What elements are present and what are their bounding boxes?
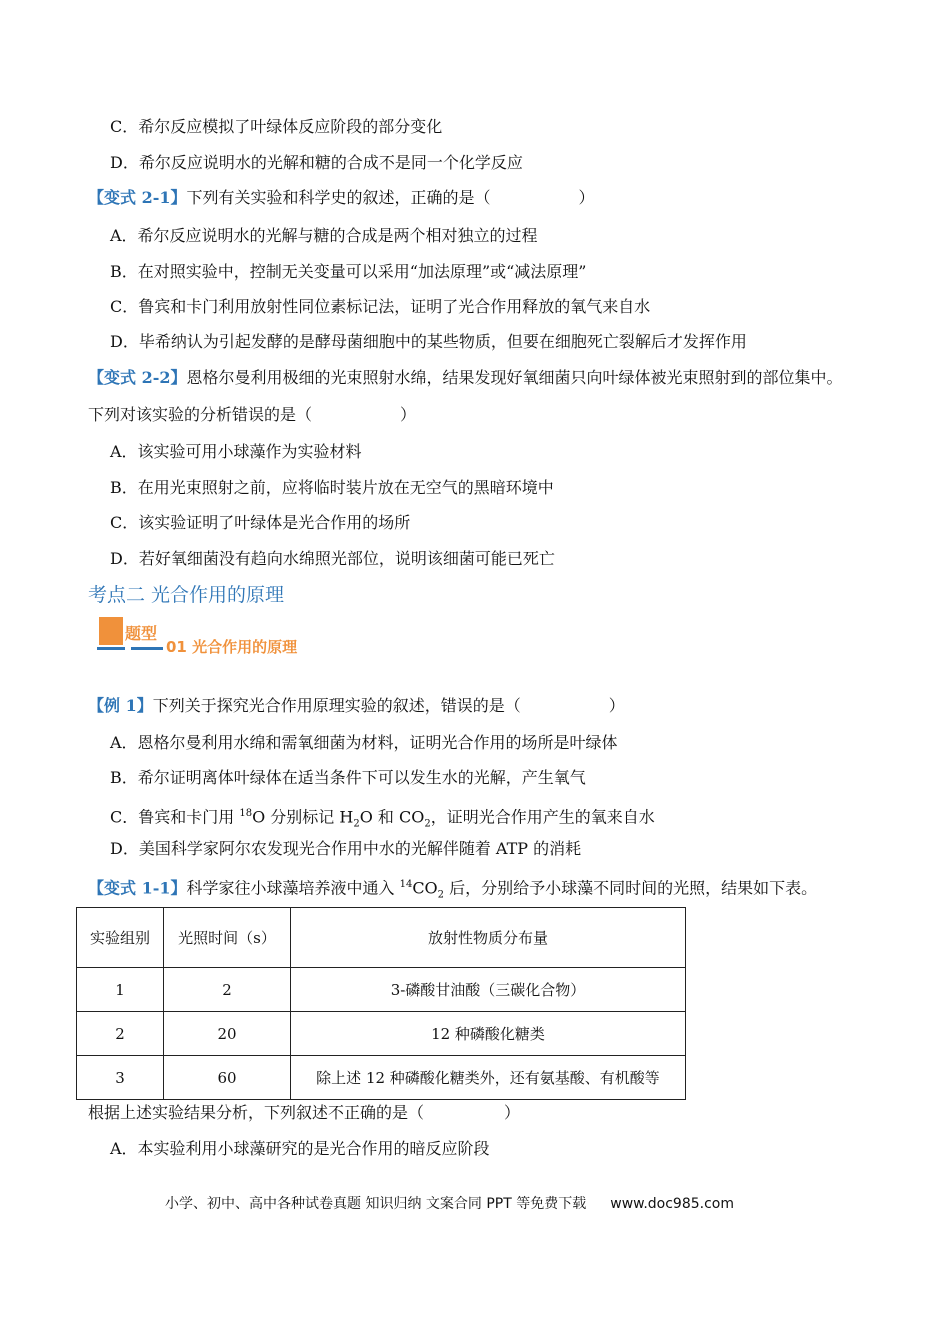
option-a: A．该实验可用小球藻作为实验材料 bbox=[110, 442, 362, 461]
question-stem: 【变式 2-1】下列有关实验和科学史的叙述，正确的是（ ） bbox=[88, 188, 595, 207]
table-row bbox=[77, 1056, 686, 1100]
option-d: D．若好氧细菌没有趋向水绵照光部位，说明该细菌可能已死亡 bbox=[110, 549, 555, 568]
option-d: D．毕希纳认为引起发酵的是酵母菌细胞中的某些物质，但要在细胞死亡裂解后才发挥作用 bbox=[110, 332, 747, 351]
table-cell: 2 bbox=[164, 968, 291, 1012]
table-header: 光照时间（s） bbox=[164, 908, 291, 968]
table-cell: 3-磷酸甘油酸（三碳化合物） bbox=[291, 968, 686, 1012]
table-cell: 3 bbox=[77, 1056, 164, 1100]
results-table bbox=[76, 907, 686, 1100]
option-c: C．鲁宾和卡门用 $^{18}$O 分别标记 $H_2O$ 和 $CO_2$，证明光合作用产生的氧来自水 bbox=[110, 807, 655, 830]
question-stem: 【变式 1-1】科学家往小球藻培养液中通入 $^{14}CO_2$ 后，分别给予小球藻不同时间的光照，结果如下表。 bbox=[88, 878, 818, 901]
footer-text: 小学、初中、高中各种试卷真题 知识归纳 文案合同 PPT 等免费下载 bbox=[165, 1196, 587, 1212]
badge-label: 题型 bbox=[125, 624, 158, 643]
page-footer bbox=[165, 1193, 734, 1213]
question-stem: 【变式 2-2】恩格尔曼利用极细的光束照射水绵，结果发现好氧细菌只向叶绿体被光束照射到的部位集中。 bbox=[88, 368, 843, 387]
option-d: D．美国科学家阿尔农发现光合作用中水的光解伴随着 ATP 的消耗 bbox=[110, 839, 582, 858]
option-b: B．在用光束照射之前，应将临时装片放在无空气的黑暗环境中 bbox=[110, 478, 554, 497]
option-d: D．希尔反应说明水的光解和糖的合成不是同一个化学反应 bbox=[110, 153, 523, 172]
section-title: 考点二 光合作用的原理 bbox=[88, 584, 285, 606]
question-stem-cont: 下列对该实验的分析错误的是（ ） bbox=[88, 405, 417, 424]
question-tag: 【例 1】 bbox=[88, 696, 153, 715]
table-cell: 除上述 12 种磷酸化糖类外，还有氨基酸、有机酸等 bbox=[291, 1056, 686, 1100]
question-type-badge bbox=[97, 617, 167, 651]
table-cell: 2 bbox=[77, 1012, 164, 1056]
table-header: 放射性物质分布量 bbox=[291, 908, 686, 968]
question-stem-cont: 根据上述实验结果分析，下列叙述不正确的是（ ） bbox=[88, 1103, 521, 1122]
question-tag: 【变式 2-1】 bbox=[88, 188, 187, 207]
option-c: C．希尔反应模拟了叶绿体反应阶段的部分变化 bbox=[110, 117, 443, 136]
question-stem: 【例 1】下列关于探究光合作用原理实验的叙述，错误的是（ ） bbox=[88, 696, 625, 715]
option-a: A．恩格尔曼利用水绵和需氧细菌为材料，证明光合作用的场所是叶绿体 bbox=[110, 733, 618, 752]
table-row bbox=[77, 968, 686, 1012]
table-cell: 20 bbox=[164, 1012, 291, 1056]
option-c: C．该实验证明了叶绿体是光合作用的场所 bbox=[110, 513, 411, 532]
option-b: B．在对照实验中，控制无关变量可以采用“加法原理”或“减法原理” bbox=[110, 262, 587, 281]
table-header: 实验组别 bbox=[77, 908, 164, 968]
table-cell: 1 bbox=[77, 968, 164, 1012]
table-cell: 12 种磷酸化糖类 bbox=[291, 1012, 686, 1056]
table-cell: 60 bbox=[164, 1056, 291, 1100]
option-a: A．希尔反应说明水的光解与糖的合成是两个相对独立的过程 bbox=[110, 226, 538, 245]
table-header-row bbox=[77, 908, 686, 968]
table-row bbox=[77, 1012, 686, 1056]
question-tag: 【变式 2-2】 bbox=[88, 368, 187, 387]
option-a: A．本实验利用小球藻研究的是光合作用的暗反应阶段 bbox=[110, 1139, 490, 1158]
option-c: C．鲁宾和卡门利用放射性同位素标记法，证明了光合作用释放的氧气来自水 bbox=[110, 297, 651, 316]
badge-text: 01 光合作用的原理 bbox=[166, 638, 298, 656]
option-b: B．希尔证明离体叶绿体在适当条件下可以发生水的光解，产生氧气 bbox=[110, 768, 586, 787]
question-tag: 【变式 1-1】 bbox=[88, 878, 187, 898]
footer-url[interactable]: www.doc985.com bbox=[610, 1196, 734, 1212]
